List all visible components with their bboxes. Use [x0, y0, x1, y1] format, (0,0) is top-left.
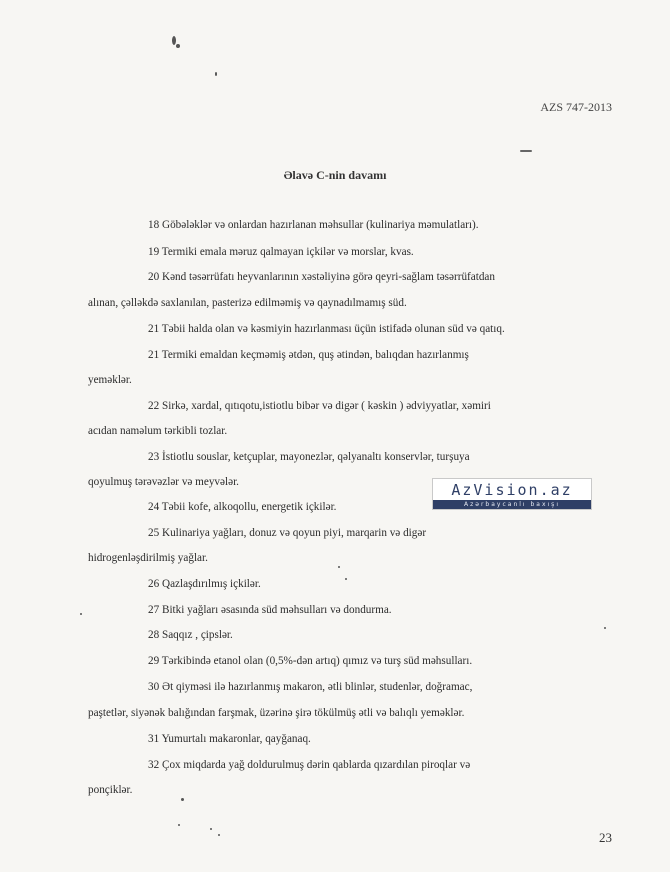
list-item: 25 Kulinariya yağları, donuz və qoyun piyi, marqarin və digər [148, 527, 427, 539]
list-item: 31 Yumurtalı makaronlar, qayğanaq. [148, 733, 311, 745]
list-item: 26 Qazlaşdırılmış içkilər. [148, 578, 261, 590]
scan-speck [176, 44, 180, 48]
standard-code: AZS 747-2013 [540, 100, 612, 114]
list-item: alınan, çəlləkdə saxlanılan, pasterizə edilməmiş və qaynadılmamış süd. [88, 297, 407, 309]
list-item: 27 Bitki yağları əsasında süd məhsulları və dondurma. [148, 604, 392, 616]
list-item: 30 Ət qiyməsi ilə hazırlanmış makaron, ətli blinlər, studenlər, doğramac, [148, 681, 473, 693]
list-item: ponçiklər. [88, 784, 133, 796]
list-item: 29 Tərkibində etanol olan (0,5%-dən artıq) qımız və turş süd məhsulları. [148, 655, 473, 667]
list-item: 28 Saqqız , çipslər. [148, 629, 233, 641]
scan-speck [338, 566, 340, 568]
scan-speck [178, 824, 180, 826]
list-item: 22 Sirkə, xardal, qıtıqotu,istiotlu bibər və digər ( kəskin ) ədviyyatlar, xəmiri [148, 400, 491, 412]
list-item: yeməklər. [88, 374, 132, 386]
scan-speck [520, 150, 532, 152]
watermark [432, 478, 592, 510]
list-item: paştetlər, siyənək balığından farşmak, üzərinə şirə tökülmüş ətli və balıqlı yeməklər. [88, 707, 465, 719]
scan-speck [181, 798, 184, 801]
scan-speck [345, 578, 347, 580]
page-heading: Əlavə C-nin davamı [283, 168, 387, 182]
watermark-logo: AzVision.az [451, 481, 573, 499]
page-number: 23 [599, 830, 612, 845]
scan-speck [604, 627, 606, 629]
watermark-tagline: Azərbaycanlı baxışı [464, 501, 560, 508]
list-item: acıdan naməlum tərkibli tozlar. [88, 425, 228, 437]
scan-speck [210, 828, 212, 830]
scan-speck [80, 613, 82, 615]
list-item: 19 Termiki emala məruz qalmayan içkilər və morslar, kvas. [148, 246, 414, 258]
list-item: qoyulmuş tərəvəzlər və meyvələr. [88, 476, 239, 488]
list-item: hidrogenləşdirilmiş yağlar. [88, 552, 208, 564]
list-item: 21 Termiki emaldan keçməmiş ətdən, quş ətindən, balıqdan hazırlanmış [148, 349, 469, 361]
scan-speck [218, 834, 220, 836]
list-item: 23 İstiotlu souslar, ketçuplar, mayonezlər, qəlyanaltı konservlər, turşuya [148, 451, 470, 463]
list-item: 32 Çox miqdarda yağ doldurulmuş dərin qablarda qızardılan piroqlar və [148, 759, 471, 771]
list-item: 20 Kənd təsərrüfatı heyvanlarının xəstəliyinə görə qeyri-sağlam təsərrüfatdan [148, 271, 495, 283]
scan-speck [172, 36, 176, 45]
list-item: 18 Göbələklər və onlardan hazırlanan məhsullar (kulinariya məmulatları). [148, 219, 479, 231]
list-item: 21 Təbii halda olan və kəsmiyin hazırlanması üçün istifadə olunan süd və qatıq. [148, 323, 505, 335]
list-item: 24 Təbii kofe, alkoqollu, energetik içkilər. [148, 501, 337, 513]
scan-speck [215, 72, 217, 76]
watermark-bar [433, 500, 591, 509]
